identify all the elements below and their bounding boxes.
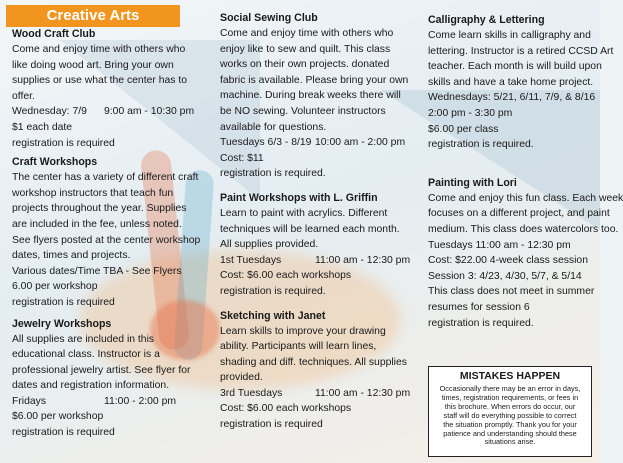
sewing-time: 10:00 am - 2:00 pm [315,137,406,149]
craft-desc-7: Various dates/Time TBA - See Flyers [12,265,182,277]
calligraphy-section [428,12,614,153]
craft-desc-6: dates, times and projects. [12,250,131,262]
painting-line-2: focuses on a different project, and paint [428,208,610,220]
jewelry-time: 11:00 - 2:00 pm [104,395,177,407]
mistakes-line-1: Occasionally there may be an error in days, [439,384,581,393]
craft-desc-3: projects throughout the year. Supplies [12,203,187,215]
jewelry-schedule [12,394,210,410]
paint-desc-3: All supplies provided. [220,239,319,251]
calligraphy-line-4: skills and have a take home project. [428,76,594,88]
column-right [428,0,623,331]
sketch-desc-3: shading and diff. techniques. All supplies [220,356,407,368]
paint-cost: Cost: $6.00 each workshops [220,270,352,282]
sewing-title: Social Sewing Club [220,12,318,24]
sewing-desc-4: fabric is available. Please bring your own [220,74,409,86]
sketch-cost: Cost: $6.00 each workshops [220,403,352,415]
wood-craft-registration: registration is required [12,137,115,149]
painting-line-3: medium. This class does watercolors too. [428,223,619,235]
sketching-section [220,308,420,433]
paint-day: 1st Tuesdays [220,254,282,266]
paint-title: Paint Workshops with L. Griffin [220,191,378,204]
craft-workshops-section [12,154,210,310]
jewelry-desc-4: dates and registration information. [12,380,170,392]
mistakes-body [434,385,586,447]
jewelry-registration: registration is required [12,427,115,439]
painting-lori-title: Painting with Lori [428,176,517,189]
wood-craft-club-section [12,26,210,151]
sketch-registration: registration is required [220,419,323,431]
calligraphy-line-5: Wednesdays: 5/21, 6/11, 7/9, & 8/16 [428,92,596,104]
calligraphy-title: Calligraphy & Lettering [428,14,545,26]
mistakes-title: MISTAKES HAPPEN [459,370,561,382]
painting-line-5: Cost: $22.00 4-week class session [428,255,588,267]
painting-line-4: Tuesdays 11:00 am - 12:30 pm [428,239,571,251]
wood-craft-schedule [12,104,210,120]
paint-registration: registration is required. [220,285,326,297]
mistakes-line-4: staff will do everything possible to correct [443,410,577,420]
mistakes-line-3: this brochure. When errors do occur, our [444,401,576,411]
mistakes-line-2: times, registration requirements, or fees in [441,392,579,402]
sketch-day: 3rd Tuesdays [220,387,283,399]
calligraphy-line-7: $6.00 per class [428,123,499,135]
sewing-desc-3: works on their own projects. donated [220,59,390,71]
craft-desc-5: See flyers posted at the center workshop [12,234,201,246]
calligraphy-line-6: 2:00 pm - 3:30 pm [428,107,513,119]
sketch-desc-4: provided. [220,372,263,384]
mistakes-line-5: the situation promptly. Thank you for your [443,419,577,429]
calligraphy-line-8: registration is required. [428,139,534,151]
jewelry-desc-2: educational class. Instructor is a [12,349,160,361]
painting-line-7: This class does not meet in summer [428,286,595,298]
jewelry-cost: $6.00 per workshop [12,411,104,423]
paint-desc-2: techniques will be learned each month. [220,223,400,235]
wood-craft-day: Wednesday: 7/9 [12,106,87,118]
mistakes-line-7: situations arise. [484,437,536,447]
sewing-desc-7: available for questions. [220,121,327,133]
jewelry-title: Jewelry Workshops [12,317,112,330]
craft-workshops-title: Craft Workshops [12,156,98,169]
painting-line-1: Come and enjoy this fun class. Each week [428,192,623,204]
wood-craft-time: 9:00 am - 10:30 pm [104,106,195,118]
craft-desc-8: 6.00 per workshop [12,281,98,293]
sketch-desc-2: ability. Participants will learn lines, [220,341,377,353]
paint-desc-1: Learn to paint with acrylics. Different [220,207,388,219]
painting-line-9: registration is required. [428,317,534,329]
sewing-cost: Cost: $11 [220,152,264,164]
section-title-banner: Creative Arts [6,5,180,27]
sketch-title: Sketching with Janet [220,309,326,322]
craft-desc-9: registration is required [12,296,115,308]
jewelry-desc-1: All supplies are included in this [12,333,155,345]
wood-craft-desc-4: offer. [12,90,35,102]
sewing-desc-2: enjoy like to sew and quilt. This class [220,43,391,55]
wood-craft-desc-2: like doing wood art. Bring your own [12,59,174,71]
paint-time: 11:00 am - 12:30 pm [315,254,411,266]
sketch-time: 11:00 am - 12:30 pm [315,387,411,399]
calligraphy-line-3: teacher. Each month is will build upon [428,61,602,73]
mistakes-line-6: patience and understanding should these [443,428,577,438]
paint-workshops-section [220,190,420,300]
sewing-desc-5: machine. During break weeks there will [220,90,401,102]
craft-desc-2: workshop instructors that teach fun [12,187,174,199]
wood-craft-title: Wood Craft Club [12,28,96,40]
sewing-day: Tuesdays 6/3 - 8/19 [220,137,312,149]
jewelry-day: Fridays [12,395,47,407]
sketch-schedule [220,386,420,402]
painting-lori-section [428,175,623,331]
sewing-desc-6: be NO sewing. Volunteer instructors [220,105,386,117]
painting-line-8: resumes for session 6 [428,301,530,313]
wood-craft-desc-3: supplies or use what the center has to [12,75,188,87]
jewelry-desc-3: professional jewelry artist. See flyer for [12,364,191,376]
craft-desc-4: are included in the fee, unless noted. [12,218,182,230]
paint-schedule [220,253,420,269]
sketch-desc-1: Learn skills to improve your drawing [220,325,386,337]
mistakes-notice-box [428,366,592,457]
craft-desc-1: The center has a variety of different craft [12,172,199,184]
column-middle [220,0,420,433]
column-left [12,0,210,441]
sewing-registration: registration is required. [220,168,326,180]
calligraphy-line-1: Come learn skills in calligraphy and [428,30,591,41]
sewing-schedule [220,135,420,151]
jewelry-workshops-section [12,316,210,441]
social-sewing-section [220,10,420,182]
wood-craft-cost: $1 each date [12,121,73,133]
sewing-desc-1: Come and enjoy time with others who [220,28,394,39]
painting-line-6: Session 3: 4/23, 4/30, 5/7, & 5/14 [428,270,582,282]
wood-craft-desc-1: Come and enjoy time with others who [12,44,186,55]
calligraphy-line-2: lettering. Instructor is a retired CCSD Art [428,45,614,57]
